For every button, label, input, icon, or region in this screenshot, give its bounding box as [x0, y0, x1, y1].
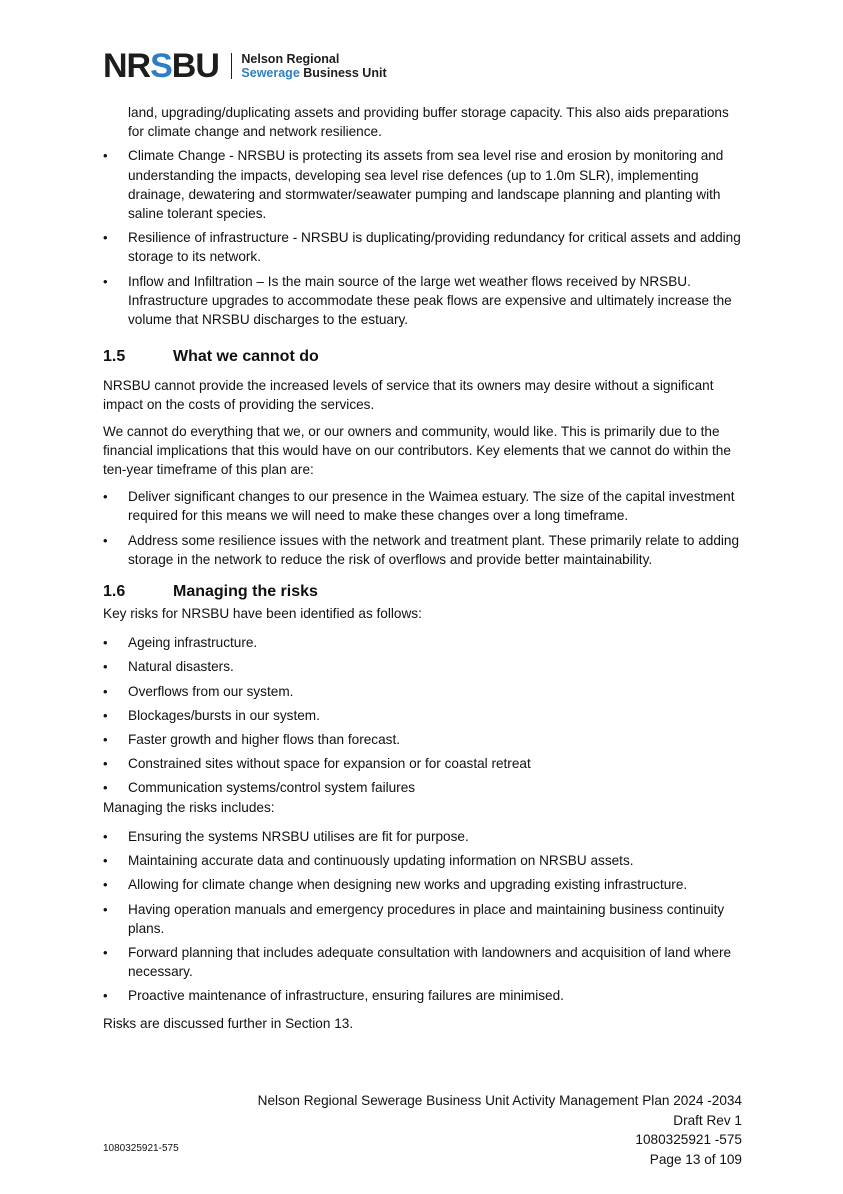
- list-item: [103, 487, 748, 525]
- list-item: [103, 851, 748, 870]
- page-footer: [258, 1091, 742, 1169]
- section-heading-1-6: [103, 582, 748, 602]
- list-item-text: Forward planning that includes adequate consultation with landowners and acquisition of land where necessary.: [128, 944, 732, 980]
- list-item-text: Ageing infrastructure.: [128, 635, 258, 651]
- list-item: [103, 778, 748, 797]
- section-title: Managing the risks: [173, 583, 318, 601]
- list-item: [103, 943, 748, 981]
- section-number: 1.6: [103, 583, 126, 601]
- bullet-icon: •: [103, 148, 108, 164]
- paragraph: NRSBU cannot provide the increased levels of service that its owners may desire without a significant impact on the costs of providing the services.: [103, 378, 714, 413]
- list-item-text: Blockages/bursts in our system.: [128, 707, 320, 723]
- list-item: [103, 146, 748, 223]
- bullet-icon: •: [103, 659, 108, 675]
- footer-doc-id: 1080325921-575: [103, 1143, 179, 1154]
- managing-list: [103, 827, 748, 1006]
- page-content: [103, 103, 748, 1040]
- list-item-text: Proactive maintenance of infrastructure, ensuring failures are minimised.: [128, 988, 564, 1004]
- list-item-text: Deliver significant changes to our presence in the Waimea estuary. The size of the capital investment required for this means we will need to make these changes over a long timeframe.: [128, 489, 735, 524]
- section-title: What we cannot do: [173, 348, 319, 366]
- list-item: [103, 730, 748, 749]
- list-item: [103, 986, 748, 1005]
- list-item-text: Maintaining accurate data and continuously updating information on NRSBU assets.: [128, 853, 634, 869]
- list-item: [103, 531, 748, 569]
- list-item-text: Ensuring the systems NRSBU utilises are fit for purpose.: [128, 828, 469, 844]
- list-item: [103, 754, 748, 773]
- logo-subtitle-sewerage: Sewerage: [241, 66, 300, 80]
- logo-wordmark: [103, 47, 219, 85]
- cannot-do-list: [103, 487, 748, 569]
- section-number: 1.5: [103, 348, 126, 366]
- bullet-icon: •: [103, 780, 108, 796]
- section-heading-1-5: [103, 347, 748, 367]
- bullet-icon: •: [103, 732, 108, 748]
- list-item: [103, 228, 748, 266]
- logo-subtitle-line1: Nelson Regional: [241, 52, 340, 66]
- intro-bullet-list: [103, 146, 748, 329]
- list-item: [103, 900, 748, 938]
- list-item: [103, 272, 748, 330]
- logo-letters-nr: NR: [103, 47, 151, 85]
- footer-reference: 1080325921 -575: [635, 1132, 742, 1147]
- footer-document-title: Nelson Regional Sewerage Business Unit Activity Management Plan 2024 -2034: [257, 1093, 742, 1108]
- logo-divider: [231, 53, 233, 79]
- list-item-text: Communication systems/control system failures: [128, 780, 416, 796]
- bullet-icon: •: [103, 635, 108, 651]
- list-item: [103, 633, 748, 652]
- list-item: [103, 657, 748, 676]
- bullet-icon: •: [103, 901, 108, 917]
- list-item-text: Overflows from our system.: [128, 683, 294, 699]
- logo-subtitle: [241, 52, 386, 80]
- bullet-icon: •: [103, 532, 108, 548]
- list-item-text: Natural disasters.: [128, 659, 234, 675]
- logo-subtitle-line2: [241, 66, 386, 80]
- list-item-text: Having operation manuals and emergency procedures in place and maintaining business continuity plans.: [128, 901, 725, 936]
- logo-letters-bu: BU: [171, 47, 219, 85]
- bullet-icon: •: [103, 489, 108, 505]
- bullet-icon: •: [103, 944, 108, 960]
- bullet-icon: •: [103, 707, 108, 723]
- logo-letter-s: S: [150, 47, 172, 85]
- bullet-icon: •: [103, 877, 108, 893]
- list-item-text: Address some resilience issues with the network and treatment plant. These primarily relate to adding storage in the network to reduce the risk of overflows and provide better maintainability.: [128, 532, 740, 567]
- risks-list: [103, 633, 748, 797]
- paragraph: Managing the risks includes:: [103, 799, 275, 815]
- paragraph: Key risks for NRSBU have been identified as follows:: [103, 606, 422, 622]
- bullet-icon: •: [103, 230, 108, 246]
- list-item: [103, 682, 748, 701]
- paragraph: We cannot do everything that we, or our owners and community, would like. This is primarily due to the financial implications that this would have on our contributors. Key elements that we cannot do within the ten-year timeframe of this plan are:: [103, 423, 731, 478]
- bullet-continuation: land, upgrading/duplicating assets and providing buffer storage capacity. This also aids preparations for climate change and network resilience.: [128, 105, 729, 140]
- bullet-icon: •: [103, 988, 108, 1004]
- list-item-text: Faster growth and higher flows than forecast.: [128, 732, 401, 748]
- bullet-icon: •: [103, 756, 108, 772]
- list-item-text: Inflow and Infiltration – Is the main source of the large wet weather flows received by NRSBU. Infrastructure upgrades to accommodate these peak flows are expensive and ultimately increase the volume that NRSBU discharges to the estuary.: [128, 273, 732, 328]
- list-item: [103, 875, 748, 894]
- bullet-icon: •: [103, 683, 108, 699]
- logo-subtitle-business-unit: Business Unit: [299, 66, 387, 80]
- bullet-icon: •: [103, 828, 108, 844]
- list-item: [103, 827, 748, 846]
- bullet-icon: •: [103, 273, 108, 289]
- bullet-icon: •: [103, 853, 108, 869]
- nrsbu-logo: [103, 47, 387, 85]
- list-item-text: Climate Change - NRSBU is protecting its assets from sea level rise and erosion by monitoring and understanding the impacts, developing sea level rise defences (up to 1.0m SLR), implementing drainage, dewatering and stormwater/seawater pumping and landscape planning and planting with saline tolerant species.: [128, 148, 724, 222]
- footer-revision: Draft Rev 1: [673, 1112, 742, 1128]
- list-item: [103, 706, 748, 725]
- footer-page-number: Page 13 of 109: [649, 1151, 742, 1167]
- paragraph: Risks are discussed further in Section 13.: [103, 1015, 354, 1031]
- list-item-text: Resilience of infrastructure - NRSBU is duplicating/providing redundancy for critical assets and adding storage to its network.: [128, 230, 741, 265]
- list-item-text: Allowing for climate change when designing new works and upgrading existing infrastructure.: [128, 877, 688, 893]
- list-item-text: Constrained sites without space for expansion or for coastal retreat: [128, 756, 531, 772]
